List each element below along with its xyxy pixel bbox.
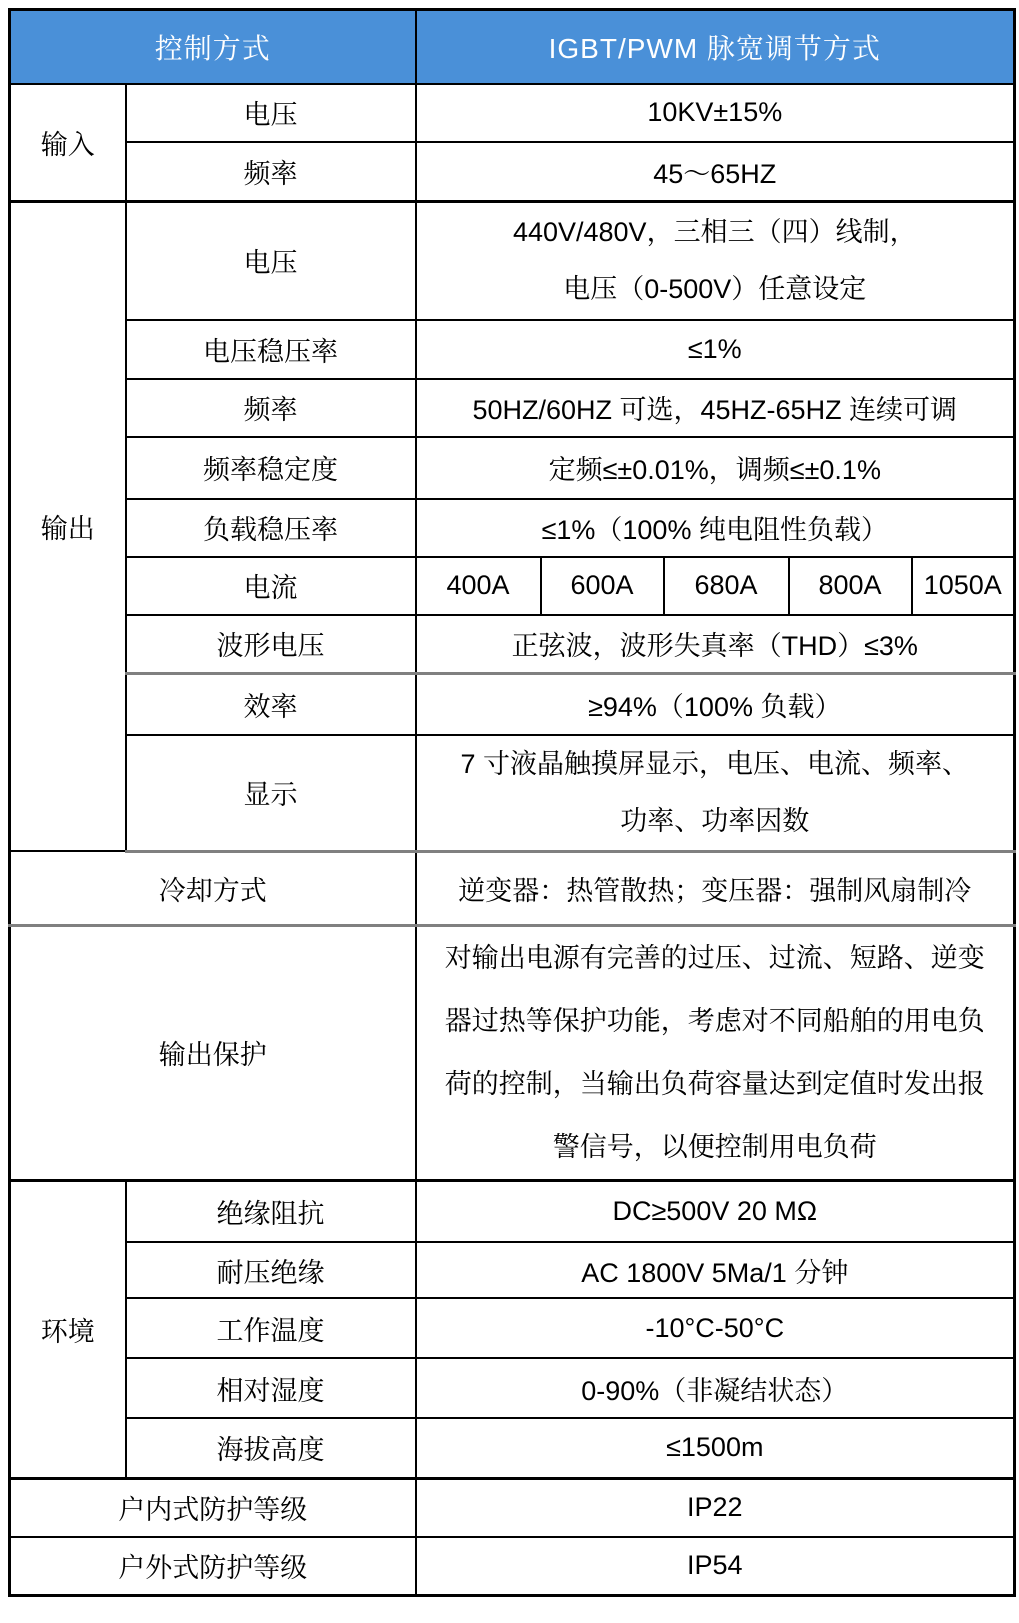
frequency-stability-label: 频率稳定度: [126, 437, 416, 499]
input-frequency-value: 45～65HZ: [416, 142, 1015, 202]
current-value-3: 680A: [664, 557, 789, 615]
altitude-value: ≤1500m: [416, 1418, 1015, 1478]
table-row-efficiency: [10, 674, 1015, 735]
output-protection-value: [416, 925, 1015, 1180]
load-regulation-label: 负载稳压率: [126, 499, 416, 557]
output-frequency-label: 频率: [126, 379, 416, 437]
insulation-resistance-label: 绝缘阻抗: [126, 1180, 416, 1242]
section-label-input: 输入: [10, 84, 126, 202]
voltage-regulation-label: 电压稳压率: [126, 320, 416, 379]
outdoor-protection-value: IP54: [416, 1537, 1015, 1595]
cooling-value: 逆变器：热管散热；变压器：强制风扇制冷: [416, 851, 1015, 925]
display-value-line2: 功率、功率因数: [620, 805, 810, 836]
relative-humidity-value: 0-90%（非凝结状态）: [416, 1358, 1015, 1418]
output-voltage-label: 电压: [126, 202, 416, 320]
output-protection-value-line1: 对输出电源有完善的过压、过流、短路、逆变: [444, 942, 985, 973]
table-row-cooling: [10, 851, 1015, 925]
cooling-label: 冷却方式: [10, 851, 416, 925]
header-control-method-label: 控制方式: [10, 10, 416, 84]
output-voltage-value-line1: 440V/480V，三相三（四）线制，: [512, 216, 917, 247]
table-row-display: [10, 735, 1015, 852]
output-protection-value-line4: 警信号，以便控制用电负荷: [552, 1131, 877, 1162]
table-row-load-regulation: [10, 499, 1015, 557]
output-protection-value-line2: 器过热等保护功能，考虑对不同船舶的用电负: [444, 1005, 985, 1036]
withstand-voltage-value: AC 1800V 5Ma/1 分钟: [416, 1242, 1015, 1298]
table-row-outdoor-protection: [10, 1537, 1015, 1595]
output-frequency-value: 50HZ/60HZ 可选，45HZ-65HZ 连续可调: [416, 379, 1015, 437]
working-temperature-value: -10°C-50°C: [416, 1298, 1015, 1358]
table-row-insulation-resistance: [10, 1180, 1015, 1242]
withstand-voltage-label: 耐压绝缘: [126, 1242, 416, 1298]
input-voltage-value: 10KV±15%: [416, 84, 1015, 142]
header-control-method-value: IGBT/PWM 脉宽调节方式: [416, 10, 1015, 84]
table-row-relative-humidity: [10, 1358, 1015, 1418]
input-frequency-label: 频率: [126, 142, 416, 202]
output-protection-label: 输出保护: [10, 925, 416, 1180]
output-protection-value-line3: 荷的控制，当输出负荷容量达到定值时发出报: [444, 1068, 985, 1099]
section-label-environment: 环境: [10, 1180, 126, 1478]
table-row-output-frequency: [10, 379, 1015, 437]
efficiency-label: 效率: [126, 674, 416, 735]
table-row-waveform: [10, 615, 1015, 674]
indoor-protection-label: 户内式防护等级: [10, 1478, 416, 1537]
load-regulation-value: ≤1%（100% 纯电阻性负载）: [416, 499, 1015, 557]
output-voltage-value-line2: 电压（0-500V）任意设定: [563, 273, 867, 304]
table-row-output-protection: [10, 925, 1015, 1180]
voltage-regulation-value: ≤1%: [416, 320, 1015, 379]
current-value-4: 800A: [789, 557, 912, 615]
spec-table: [8, 8, 1016, 1597]
table-row-current: [10, 557, 1015, 615]
altitude-label: 海拔高度: [126, 1418, 416, 1478]
display-label: 显示: [126, 735, 416, 852]
current-value-2: 600A: [541, 557, 664, 615]
current-value-5: 1050A: [912, 557, 1015, 615]
waveform-label: 波形电压: [126, 615, 416, 674]
table-row-output-voltage: [10, 202, 1015, 320]
table-row-input-voltage: [10, 84, 1015, 142]
table-row-indoor-protection: [10, 1478, 1015, 1537]
relative-humidity-label: 相对湿度: [126, 1358, 416, 1418]
indoor-protection-value: IP22: [416, 1478, 1015, 1537]
table-row-input-frequency: [10, 142, 1015, 202]
frequency-stability-value: 定频≤±0.01%，调频≤±0.1%: [416, 437, 1015, 499]
current-value-1: 400A: [416, 557, 541, 615]
display-value: [416, 735, 1015, 852]
table-row-working-temperature: [10, 1298, 1015, 1358]
working-temperature-label: 工作温度: [126, 1298, 416, 1358]
table-row-altitude: [10, 1418, 1015, 1478]
table-row-voltage-regulation: [10, 320, 1015, 379]
table-row-withstand-voltage: [10, 1242, 1015, 1298]
input-voltage-label: 电压: [126, 84, 416, 142]
current-label: 电流: [126, 557, 416, 615]
display-value-line1: 7 寸液晶触摸屏显示，电压、电流、频率、: [460, 748, 970, 779]
insulation-resistance-value: DC≥500V 20 MΩ: [416, 1180, 1015, 1242]
table-header-row: [10, 10, 1015, 84]
section-label-output: 输出: [10, 202, 126, 852]
output-voltage-value: [416, 202, 1015, 320]
table-row-frequency-stability: [10, 437, 1015, 499]
waveform-value: 正弦波，波形失真率（THD）≤3%: [416, 615, 1015, 674]
efficiency-value: ≥94%（100% 负载）: [416, 674, 1015, 735]
outdoor-protection-label: 户外式防护等级: [10, 1537, 416, 1595]
